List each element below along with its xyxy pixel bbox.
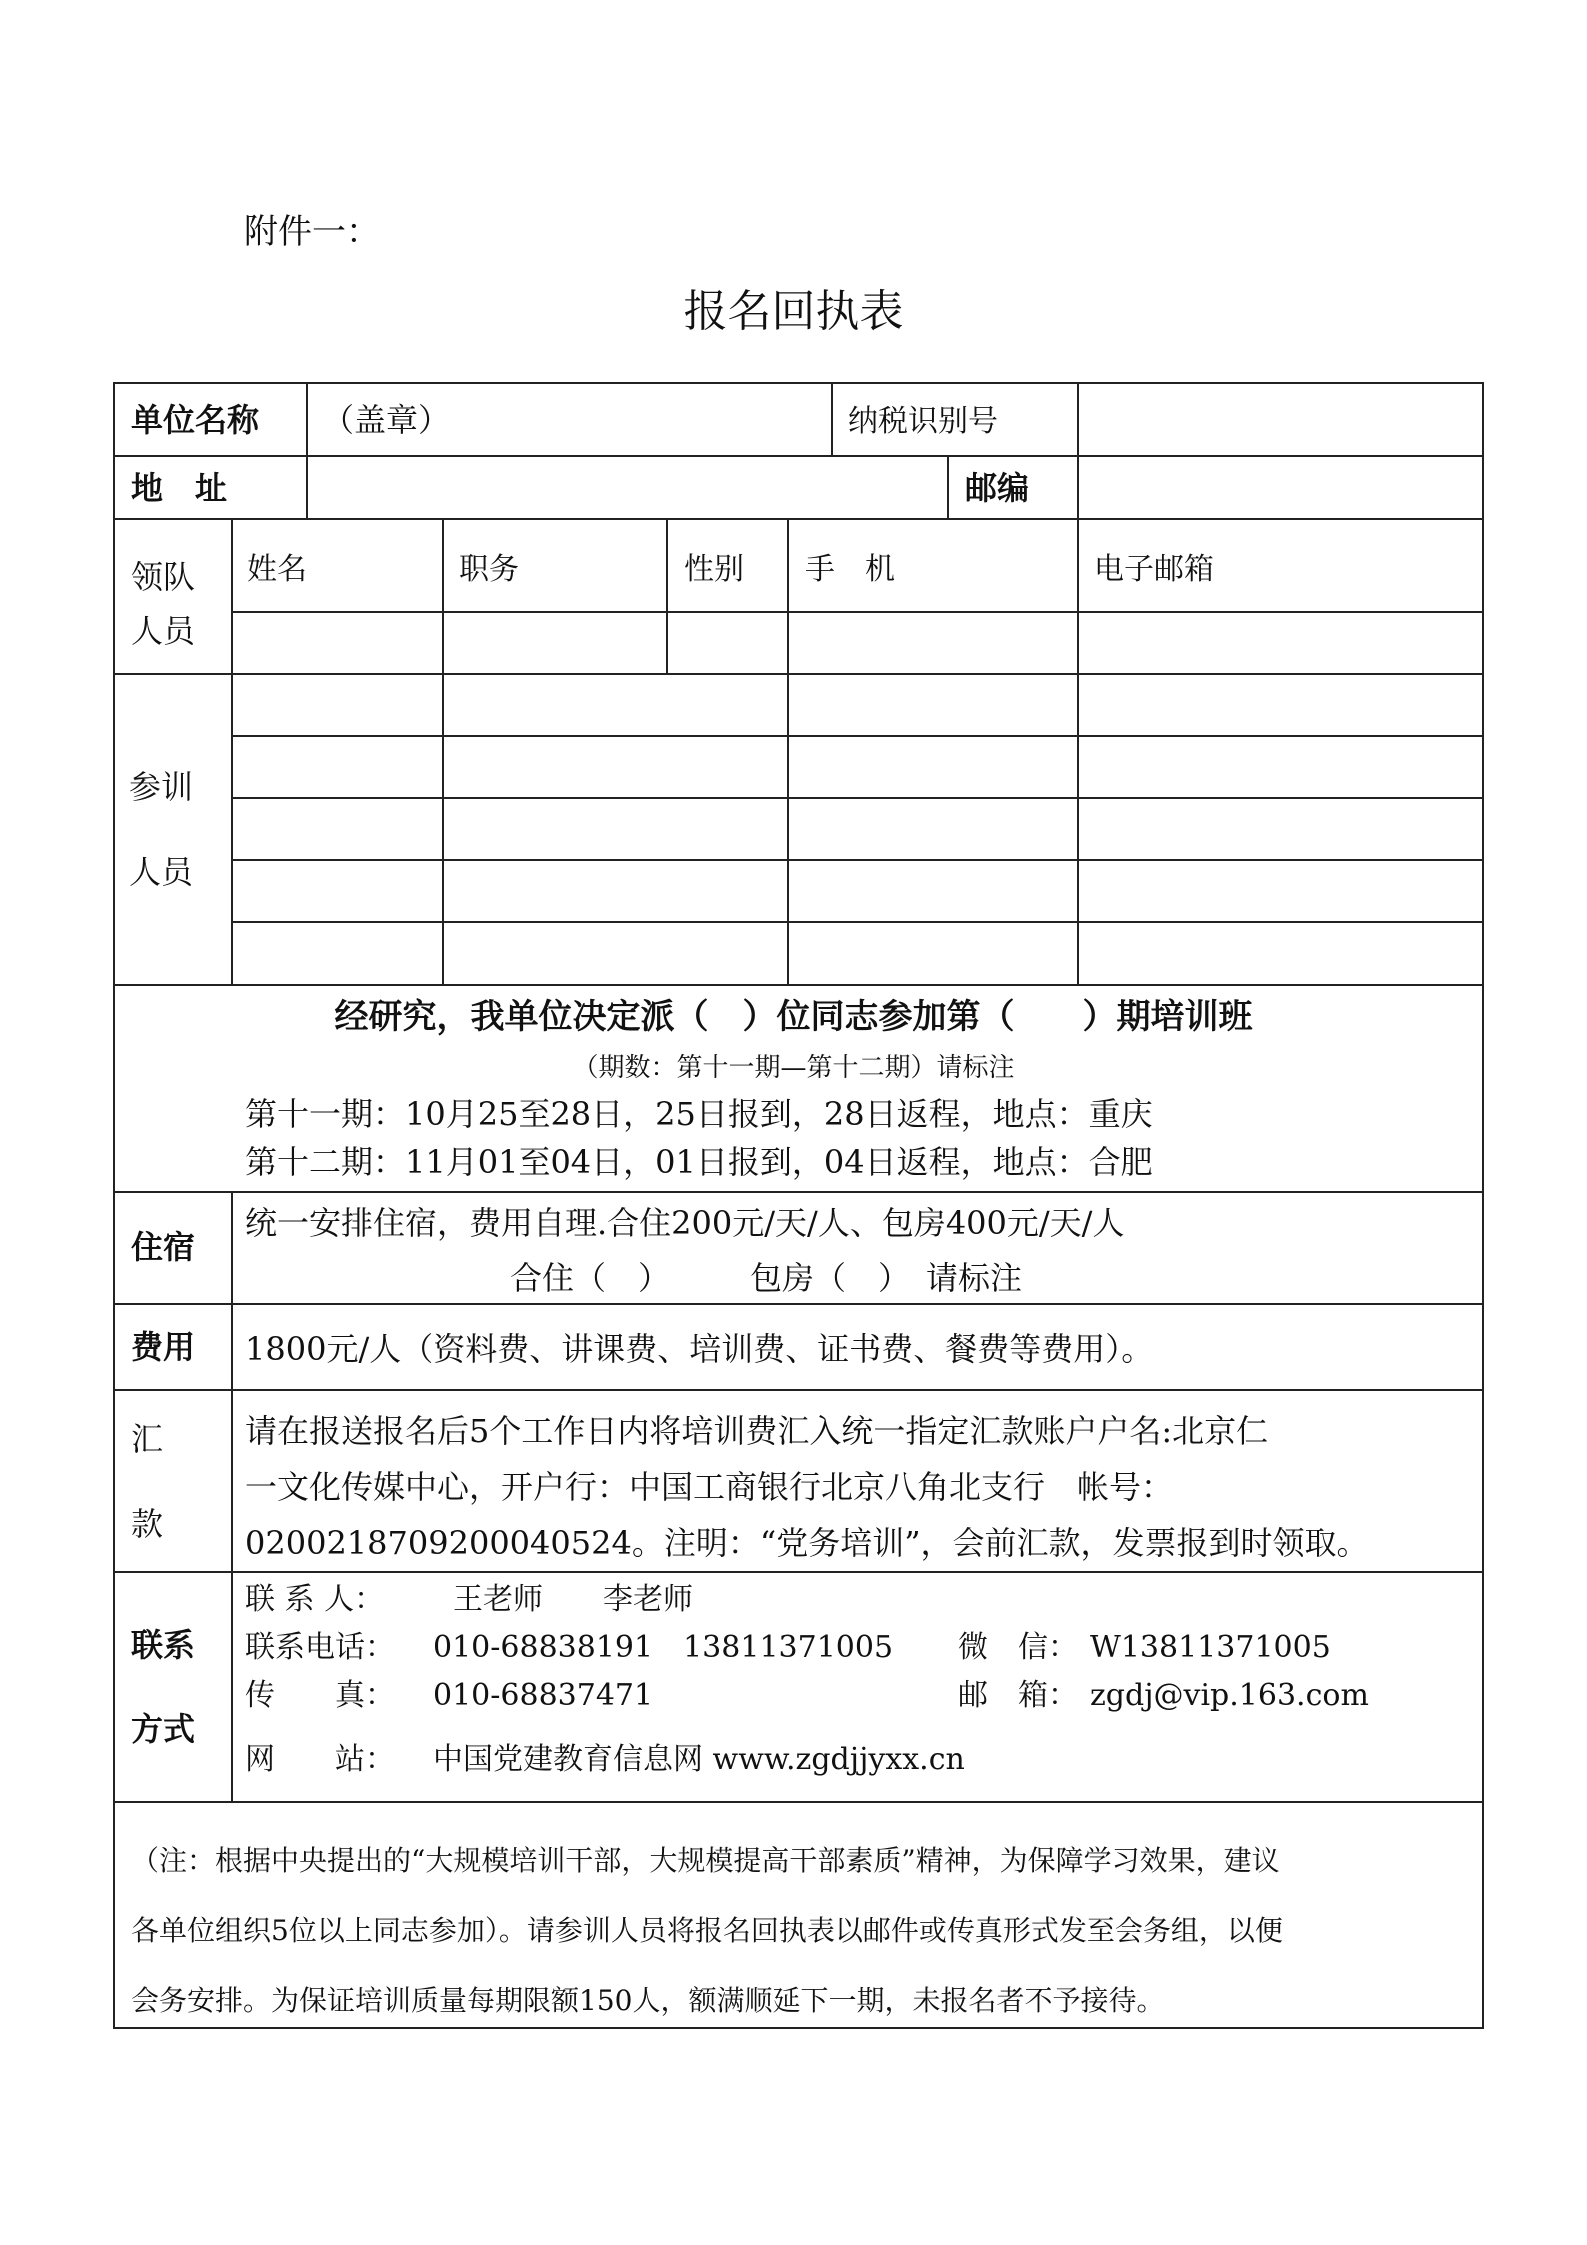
remit-text [245, 1403, 1470, 1571]
remit-label-line1: 汇 [131, 1420, 164, 1458]
fee-label: 费用 [131, 1328, 196, 1366]
contact-person-value: 王老师 李老师 [453, 1582, 693, 1617]
remit-line3: 0200218709200040524。注明：“党务培训”，会前汇款，发票报到时领取。 [245, 1524, 1369, 1562]
trainees-label-line2: 人员 [129, 853, 194, 891]
session-11: 第十一期：10月25至28日，25日报到，28日返程，地点：重庆 [245, 1095, 1153, 1133]
contact-web-label: 网 站： [245, 1742, 395, 1777]
dispatch-statement: 经研究，我单位决定派（ ）位同志参加第（ ）期培训班 [334, 997, 1253, 1037]
remit-line2: 一文化传媒中心，开户行：中国工商银行北京八角北支行 帐号： [245, 1468, 1174, 1506]
contact-label-line1: 联系 [131, 1626, 196, 1664]
contact-phone-value: 010-68838191 13811371005 [433, 1630, 894, 1665]
contact-label-line2: 方式 [131, 1710, 196, 1748]
form-title: 报名回执表 [683, 286, 904, 337]
contact-web-value[interactable]: 中国党建教育信息网 www.zgdjjyxx.cn [433, 1742, 965, 1777]
leader-label: 领队人员 [131, 558, 196, 650]
fee-text: 1800元/人（资料费、讲课费、培训费、证书费、餐费等费用）。 [245, 1330, 1154, 1368]
session-12: 第十二期：11月01至04日，01日报到，04日返程，地点：合肥 [245, 1143, 1153, 1181]
contact-person-label: 联 系 人： [245, 1582, 385, 1617]
trainees-label-line1: 参训 [129, 768, 194, 806]
contact-fax-value: 010-68837471 [433, 1678, 654, 1713]
attachment-label: 附件一： [244, 212, 380, 252]
header-gender: 性别 [684, 552, 744, 587]
footnote-line2: 各单位组织5位以上同志参加）。请参训人员将报名回执表以邮件或传真形式发至会务组，以便 [131, 1914, 1283, 1947]
header-email: 电子邮箱 [1094, 552, 1214, 587]
contact-email-value[interactable]: zgdj@vip.163.com [1090, 1678, 1369, 1713]
header-position: 职务 [459, 552, 519, 587]
address-label: 地 址 [131, 469, 228, 507]
unit-name-label: 单位名称 [131, 401, 260, 439]
postcode-field[interactable] [1081, 459, 1480, 516]
session-note: （期数：第十一期—第十二期）请标注 [572, 1053, 1015, 1083]
address-field[interactable] [310, 459, 945, 516]
postcode-label: 邮编 [965, 469, 1030, 507]
contact-fax-label: 传 真： [245, 1678, 395, 1713]
seal-placeholder: （盖章） [322, 401, 451, 439]
contact-phone-label: 联系电话： [245, 1630, 395, 1665]
lodging-line2: 合住（ ） 包房（ ） 请标注 [510, 1259, 1023, 1297]
contact-wechat-value: W13811371005 [1090, 1630, 1331, 1665]
remit-label-line2: 款 [131, 1505, 164, 1543]
contact-wechat-label: 微 信： [958, 1630, 1078, 1665]
tax-id-field[interactable] [1081, 386, 1480, 453]
footnote-line3: 会务安排。为保证培训质量每期限额150人，额满顺延下一期，未报名者不予接待。 [131, 1984, 1165, 2017]
tax-id-label: 纳税识别号 [848, 404, 998, 439]
footnote-line1: （注：根据中央提出的“大规模培训干部，大规模提高干部素质”精神，为保障学习效果，建议 [131, 1844, 1280, 1877]
remit-line1: 请在报送报名后5个工作日内将培训费汇入统一指定汇款账户户名:北京仁 [245, 1412, 1269, 1450]
lodging-label: 住宿 [131, 1228, 196, 1266]
lodging-line1: 统一安排住宿，费用自理.合住200元/天/人、包房400元/天/人 [245, 1204, 1125, 1242]
contact-email-label: 邮 箱： [958, 1678, 1078, 1713]
header-name: 姓名 [247, 552, 307, 587]
footnote [131, 1826, 1467, 2036]
unit-name-field[interactable] [310, 386, 827, 453]
header-mobile: 手 机 [805, 552, 895, 587]
